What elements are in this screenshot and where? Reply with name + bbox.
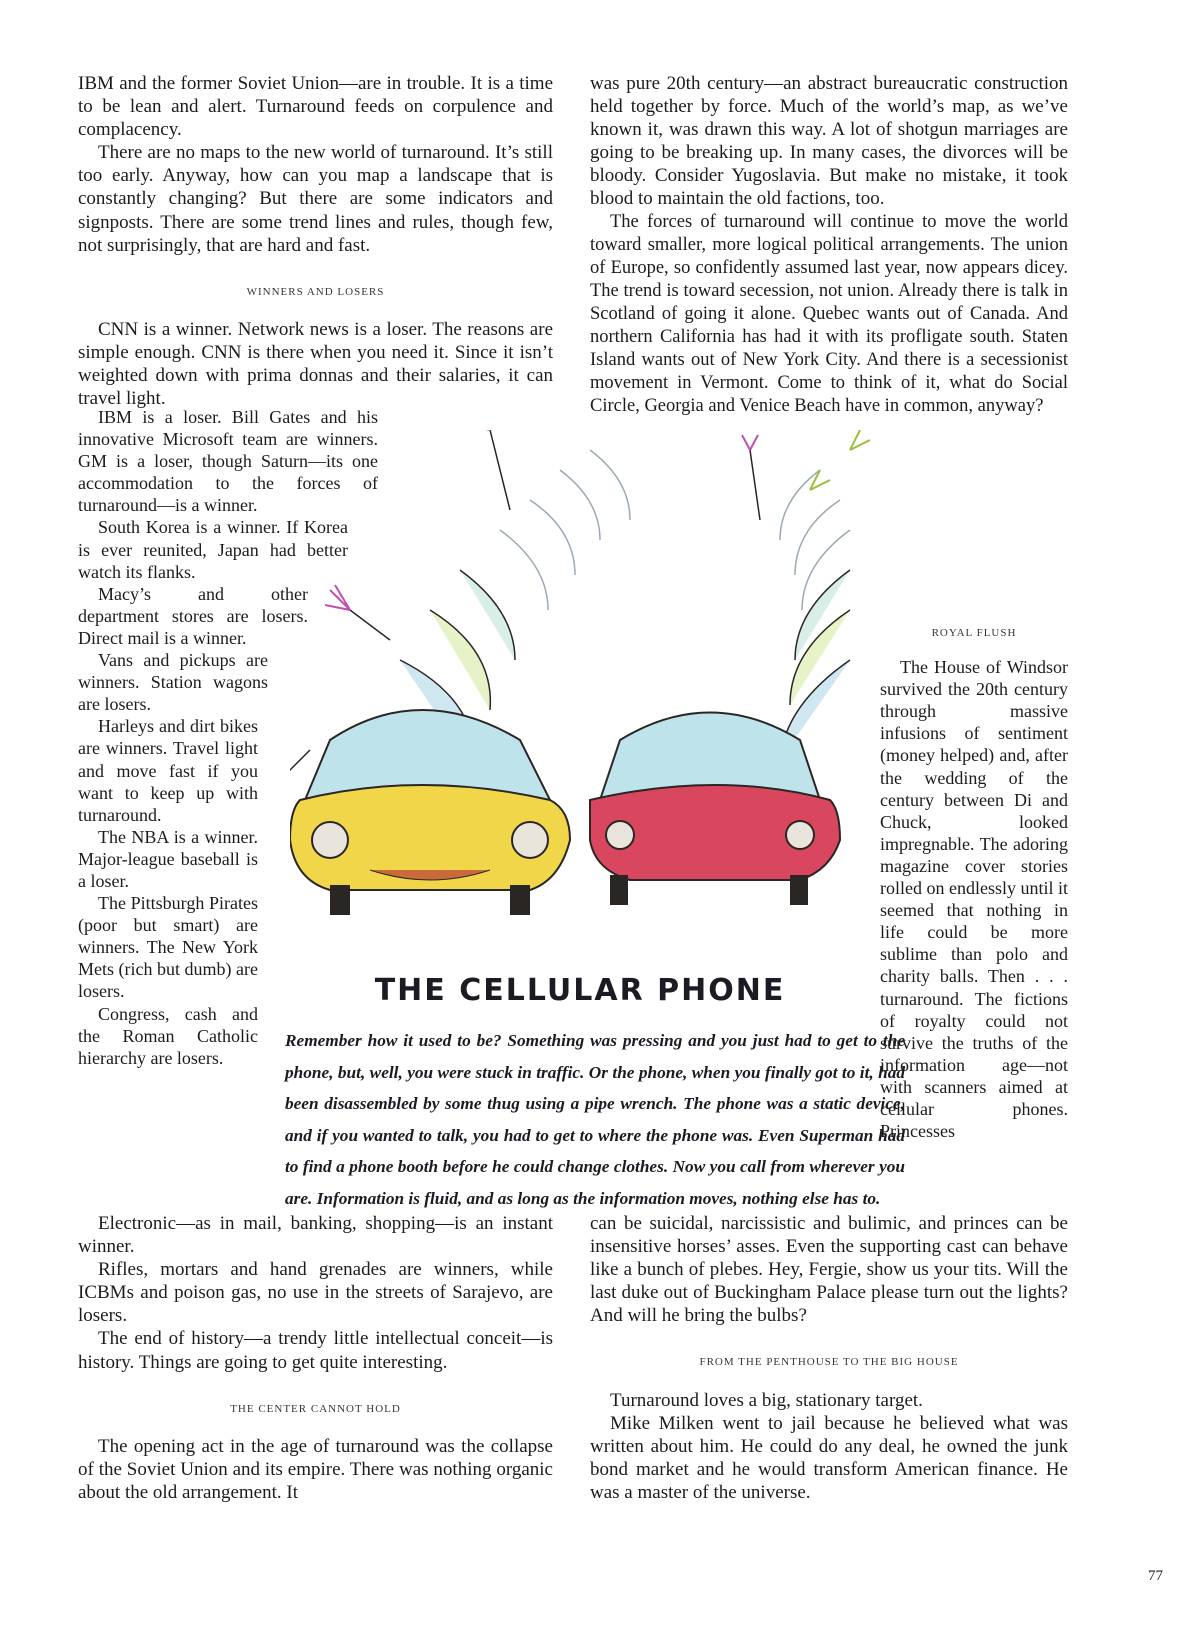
paragraph: IBM and the former Soviet Union—are in trouble. It is a time to be lean and alert. Turnaround feeds on corpulence and complacency.: [78, 73, 553, 141]
bottom-right-column: [590, 1212, 1068, 1504]
yellow-car: [290, 710, 570, 915]
section-heading: ROYAL FLUSH: [931, 627, 1017, 639]
top-left-column: [78, 72, 553, 410]
top-right-column: [590, 72, 1068, 418]
antenna-sparks: [325, 430, 758, 610]
sidebar-title: THE CELLULAR PHONE: [374, 973, 786, 1008]
paragraph: There are no maps to the new world of turnaround. It’s still too early. Anyway, how can you map a landscape that is constantly changing? But there are some indicators and signposts. There are some trend lines and rules, though few, not surprisingly, that are hard and fast.: [78, 142, 553, 256]
paragraph: Harleys and dirt bikes are winners. Travel light and move fast if you want to keep up with turnaround.: [78, 716, 258, 825]
section-heading: THE CENTER CANNOT HOLD: [230, 1402, 401, 1415]
section-heading: FROM THE PENTHOUSE TO THE BIG HOUSE: [699, 1356, 959, 1369]
paragraph: Congress, cash and the Roman Catholic hierarchy are losers.: [78, 1003, 258, 1068]
traffic-illustration: [290, 430, 910, 950]
sidebar-dek: Remember how it used to be? Something was pressing and you just had to get to the phone, but, well, you were stuck in traffic. Or the phone, when you finally got to it, had been disassembled by some thug using a pipe wrench. The phone was a static device, and if you wanted to talk, you had to get to where the phone was. Even Superman had to find a phone booth before he could change clothes. Now you call from wherever you are. Information is fluid, and as long as the information moves, nothing else has to.: [285, 1031, 905, 1208]
paragraph: Vans and pickups are winners. Station wagons are losers.: [78, 650, 268, 715]
paragraph: Rifles, mortars and hand grenades are winners, while ICBMs and poison gas, no use in the streets of Sarajevo, are losers.: [78, 1259, 553, 1327]
section-heading: WINNERS AND LOSERS: [246, 285, 385, 298]
paragraph: Electronic—as in mail, banking, shopping—is an instant winner.: [78, 1213, 553, 1258]
paragraph: The forces of turnaround will continue to move the world toward smaller, more logical political arrangements. The union of Europe, so confidently assumed last year, now appears dicey. The trend is toward secession, not union. Already there is talk in Scotland of going it alone. Quebec wants out of Canada. And northern California has had it with its profligate south. Staten Island wants out of New York City. And there is a secessionist movement in Vermont. Come to think of it, what do Social Circle, Georgia and Venice Beach have in common, anyway?: [590, 211, 1068, 417]
paragraph: IBM is a loser. Bill Gates and his innovative Microsoft team are winners. GM is a loser, though Saturn—its one accommodation to the forces of turnaround—is a winner.: [78, 407, 378, 516]
paragraph: was pure 20th century—an abstract bureaucratic construction held together by force. Much of the world’s map, as we’ve known it, was drawn this way. A lot of shotgun marriages are going to be breaking up. In many cases, the divorces will be bloody. Consider Yugoslavia. But make no mistake, it took blood to maintain the old factions, too.: [590, 73, 1068, 210]
paragraph: The end of history—a trendy little intellectual conceit—is history. Things are going to get quite interesting.: [78, 1328, 553, 1373]
paragraph: The Pittsburgh Pirates (poor but smart) are winners. The New York Mets (rich but dumb) are losers.: [78, 893, 258, 1002]
paragraph: Mike Milken went to jail because he believed what was written about him. He could do any deal, he owned the junk bond market and he would transform American finance. He was a master of the universe.: [590, 1412, 1068, 1503]
paragraph: South Korea is a winner. If Korea is ever reunited, Japan had better watch its flanks.: [78, 517, 348, 582]
bottom-left-column: [78, 1212, 553, 1504]
red-car: [590, 713, 840, 906]
red-car-queue: [780, 470, 850, 760]
paragraph: CNN is a winner. Network news is a loser. The reasons are simple enough. CNN is there when you need it. Since it isn’t weighted down with prima donnas and their salaries, it can travel light.: [78, 318, 553, 410]
paragraph: can be suicidal, narcissistic and bulimic, and princes can be insensitive horses’ asses. Even the supporting cast can behave like a bunch of plebes. Hey, Fergie, show us your tits. Will the last duke out of Buckingham Palace please turn out the lights? And will he bring the bulbs?: [590, 1213, 1068, 1327]
paragraph: The House of Windsor survived the 20th century through massive infusions of sentiment (money helped) and, after the wedding of the century between Di and Chuck, looked impregnable. The adoring magazine cover stories rolled on endlessly until it seemed that nothing in life could be more sublime than polo and charity balls. Then . . . turnaround. The fictions of royalty could not survive the truths of the information age—not with scanners aimed at cellular phones. Princesses: [880, 657, 1068, 1142]
paragraph: Turnaround loves a big, stationary target.: [610, 1389, 923, 1411]
paragraph: The NBA is a winner. Major-league baseball is a loser.: [78, 826, 258, 891]
antenna-sparks-green: [810, 430, 870, 490]
paragraph: The opening act in the age of turnaround was the collapse of the Soviet Union and its empire. There was nothing organic about the old arrangement. It: [78, 1435, 553, 1503]
page-number: 77: [1148, 1568, 1163, 1584]
paragraph: Macy’s and other department stores are losers. Direct mail is a winner.: [78, 583, 308, 648]
